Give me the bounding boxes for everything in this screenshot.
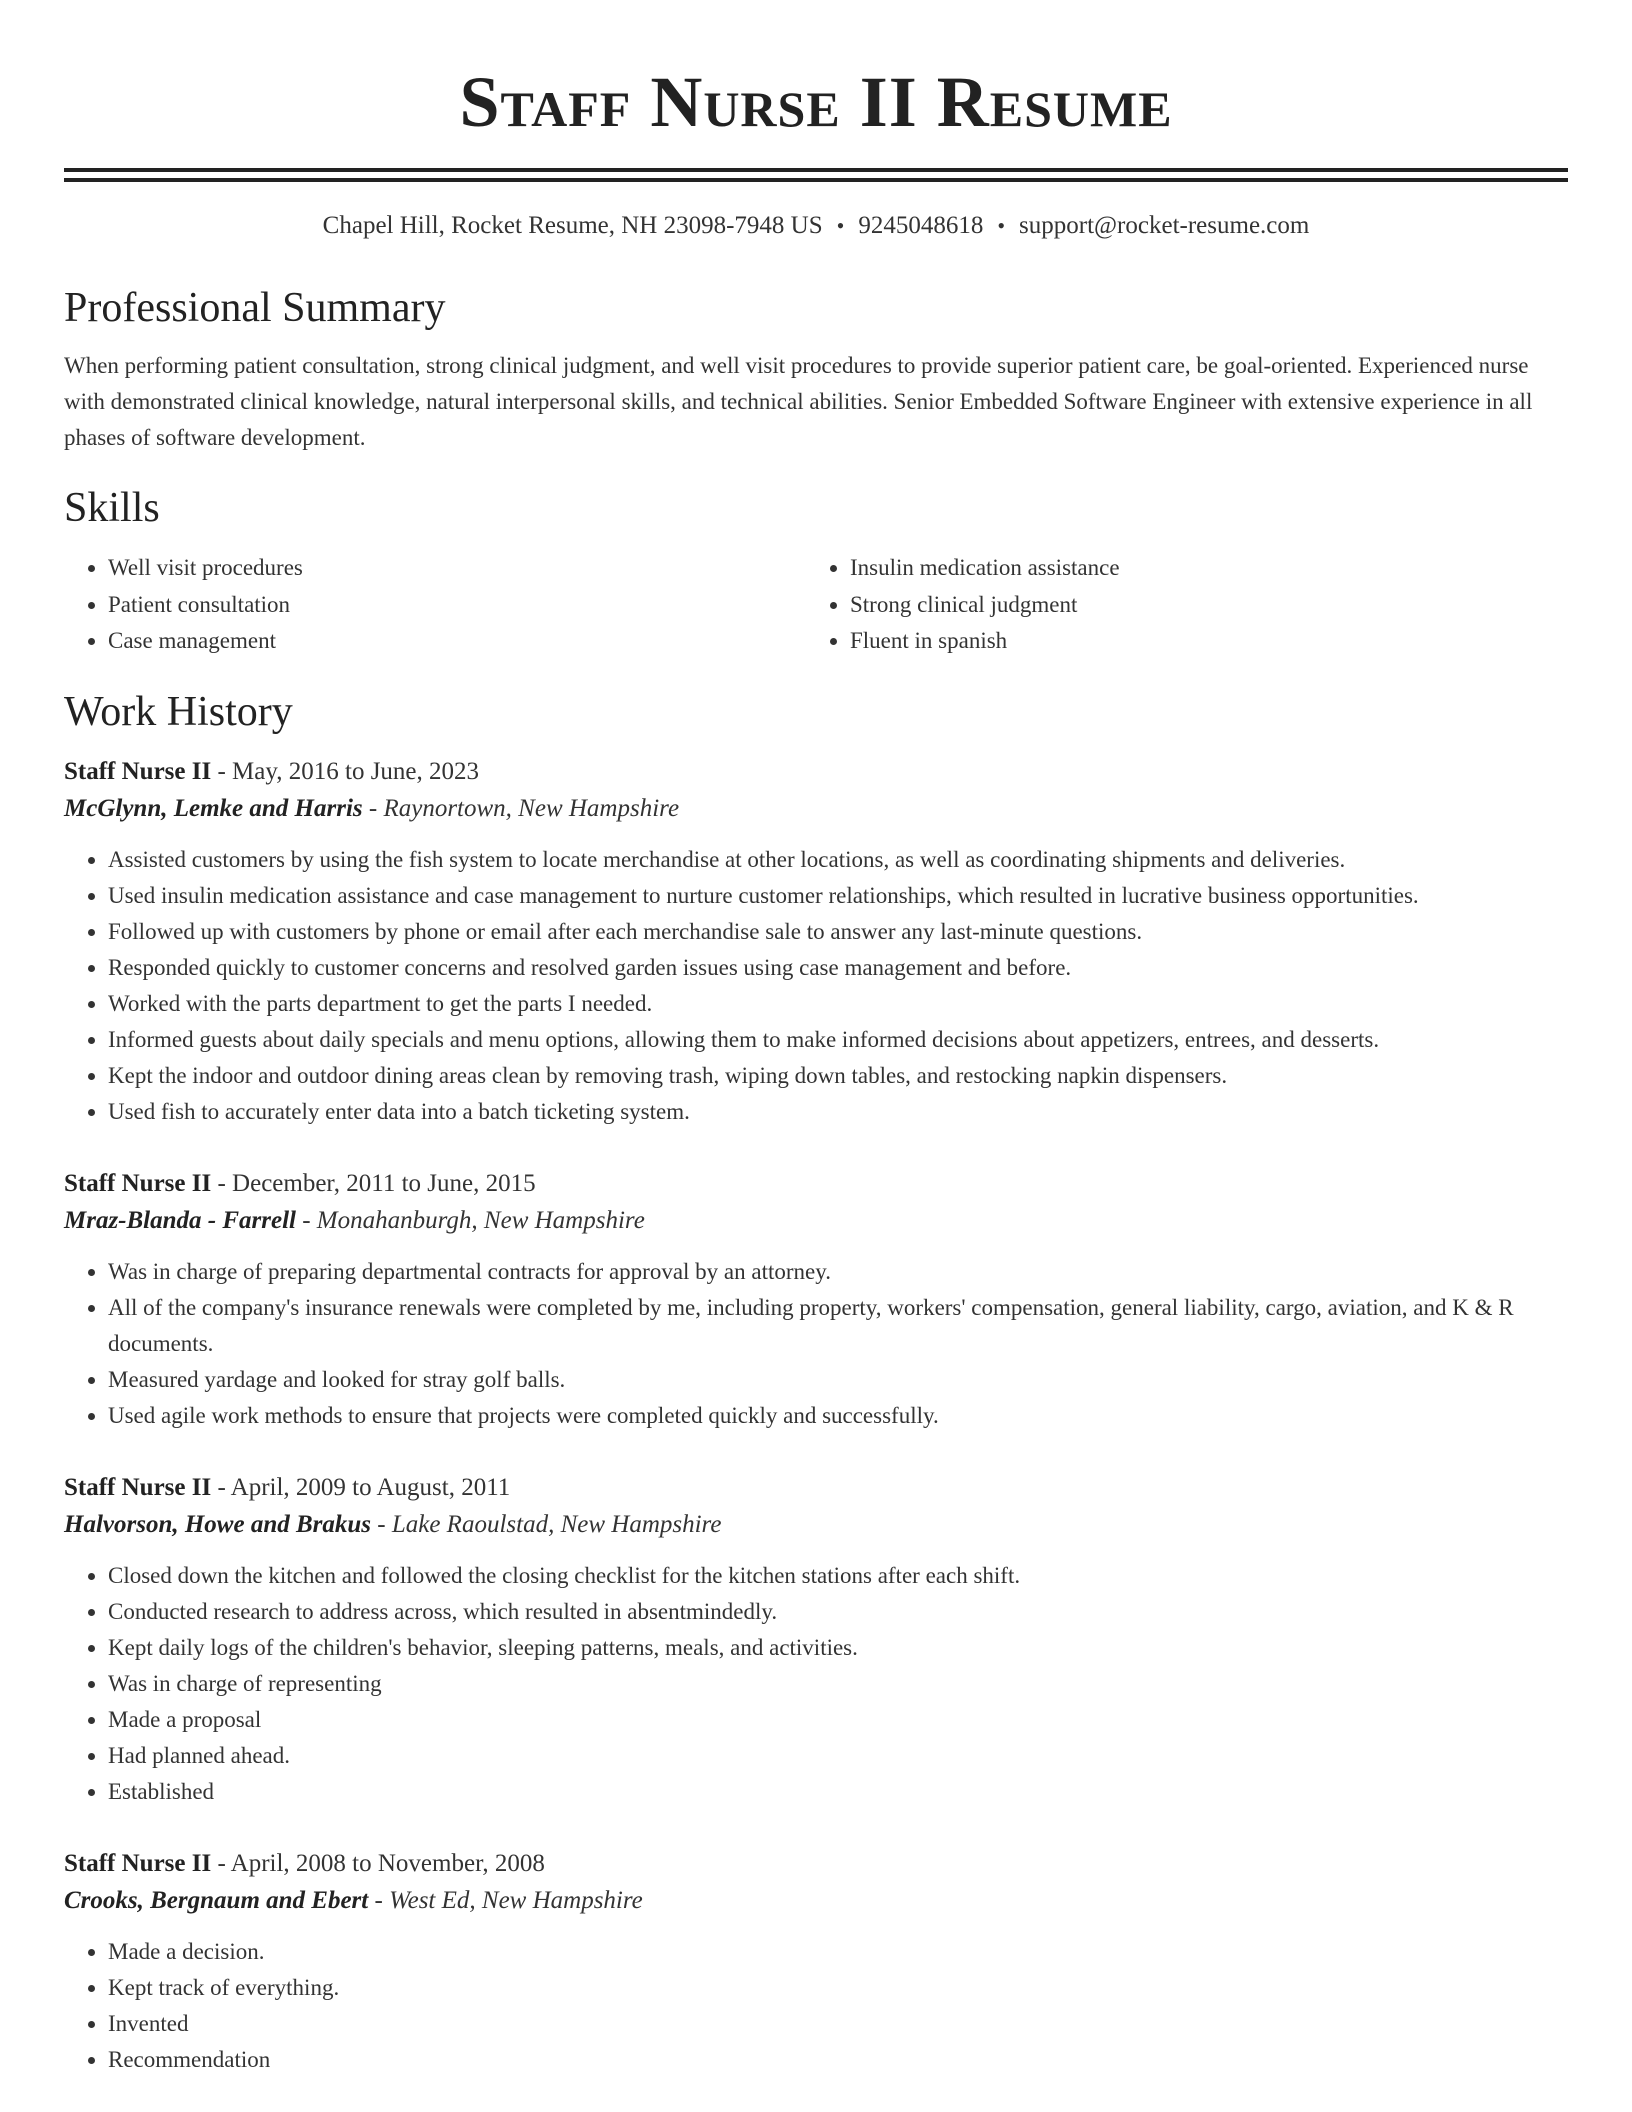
job-entry [64, 1846, 1568, 2078]
skill-item: • Case management [108, 623, 806, 660]
job-location: - Raynortown, New Hampshire [362, 794, 680, 822]
job-bullets [64, 842, 1568, 1130]
job-bullet: • Conducted research to address across, which resulted in absentmindedly. [108, 1594, 1568, 1630]
job-entry [64, 1470, 1568, 1810]
job-dates: - May, 2016 to June, 2023 [211, 757, 480, 785]
skill-item: • Insulin medication assistance [850, 550, 1548, 587]
job-entry [64, 754, 1568, 1130]
summary-heading: Professional Summary [64, 285, 446, 331]
job-bullet: • Assisted customers by using the fish system to locate merchandise at other locations, as well as coordinating shipments and deliveries. [108, 842, 1568, 878]
job-title-line [64, 1166, 1568, 1202]
skill-item: • Fluent in spanish [850, 623, 1548, 660]
job-bullet: • Worked with the parts department to get the parts I needed. [108, 986, 1568, 1022]
job-title: Staff Nurse II [64, 1169, 212, 1197]
resume-title: Staff Nurse II Resume [459, 62, 1173, 142]
job-bullet: • Used agile work methods to ensure that projects were completed quickly and successfully. [108, 1398, 1568, 1434]
job-bullet: • Established [108, 1774, 1568, 1810]
title-divider-bottom [64, 178, 1568, 182]
contact-phone: 9245048618 [858, 212, 984, 239]
job-bullets [64, 1934, 1568, 2078]
job-bullet: • Invented [108, 2006, 1568, 2042]
job-title-line [64, 754, 1568, 790]
job-location: - Monahanburgh, New Hampshire [295, 1206, 645, 1234]
skills-list-right [806, 550, 1548, 660]
job-entry [64, 1166, 1568, 1434]
job-company-line [64, 1506, 1568, 1544]
job-bullet: • Made a decision. [108, 1934, 1568, 1970]
contact-email: support@rocket-resume.com [1019, 212, 1310, 239]
job-title: Staff Nurse II [64, 757, 212, 785]
job-location: - Lake Raoulstad, New Hampshire [371, 1510, 722, 1538]
skills-list-left [64, 550, 806, 660]
job-bullet: • Recommendation [108, 2042, 1568, 2078]
job-bullet: • Kept track of everything. [108, 1970, 1568, 2006]
job-bullet: • Closed down the kitchen and followed the closing checklist for the kitchen stations after each shift. [108, 1558, 1568, 1594]
job-bullet: • Had planned ahead. [108, 1738, 1568, 1774]
job-company-line [64, 790, 1568, 828]
job-company-line [64, 1202, 1568, 1240]
job-bullets [64, 1254, 1568, 1434]
contact-address: Chapel Hill, Rocket Resume, NH 23098-7948 US [322, 212, 823, 239]
job-company: Crooks, Bergnaum and Ebert [64, 1886, 369, 1914]
skill-item: • Strong clinical judgment [850, 587, 1548, 624]
contact-line [64, 210, 1568, 242]
job-company: McGlynn, Lemke and Harris [64, 794, 363, 822]
job-bullet: • Used fish to accurately enter data into a batch ticketing system. [108, 1094, 1568, 1130]
job-company-line [64, 1882, 1568, 1920]
job-dates: - April, 2009 to August, 2011 [211, 1473, 511, 1501]
skills-columns [64, 550, 1568, 660]
job-title-line [64, 1846, 1568, 1882]
job-bullet: • Measured yardage and looked for stray golf balls. [108, 1362, 1568, 1398]
job-bullet: • Was in charge of representing [108, 1666, 1568, 1702]
job-company: Mraz-Blanda - Farrell [64, 1206, 296, 1234]
job-bullet: • Used insulin medication assistance and case management to nurture customer relationships, which resulted in lucrative business opportunities. [108, 878, 1568, 914]
job-bullet: • Followed up with customers by phone or email after each merchandise sale to answer any last-minute questions. [108, 914, 1568, 950]
job-company: Halvorson, Howe and Brakus [64, 1510, 372, 1538]
skill-item: • Patient consultation [108, 587, 806, 624]
title-divider-top [64, 168, 1568, 172]
job-location: - West Ed, New Hampshire [368, 1886, 643, 1914]
job-dates: - April, 2008 to November, 2008 [211, 1849, 545, 1877]
job-title: Staff Nurse II [64, 1849, 212, 1877]
job-title-line [64, 1470, 1568, 1506]
job-bullet: • Kept the indoor and outdoor dining areas clean by removing trash, wiping down tables, and restocking napkin dispensers. [108, 1058, 1568, 1094]
summary-text: When performing patient consultation, strong clinical judgment, and well visit procedures to provide superior patient care, be goal-oriented. Experienced nurse with demonstrated clinical knowledge, natural interpersonal skills, and technical abilities. Senior Embedded Software Engineer with extensive experience in all phases of software development. [64, 353, 1533, 450]
work-history-heading: Work History [64, 688, 293, 735]
skills-heading: Skills [64, 485, 160, 531]
skill-item: • Well visit procedures [108, 550, 806, 587]
contact-separator: • [836, 213, 845, 238]
job-bullet: • All of the company's insurance renewals were completed by me, including property, workers' compensation, general liability, cargo, aviation, and K & R documents. [108, 1290, 1568, 1362]
job-bullet: • Informed guests about daily specials and menu options, allowing them to make informed decisions about appetizers, entrees, and desserts. [108, 1022, 1568, 1058]
contact-separator: • [997, 213, 1006, 238]
job-bullet: • Was in charge of preparing departmental contracts for approval by an attorney. [108, 1254, 1568, 1290]
job-bullet: • Kept daily logs of the children's behavior, sleeping patterns, meals, and activities. [108, 1630, 1568, 1666]
job-dates: - December, 2011 to June, 2015 [211, 1169, 536, 1197]
job-bullets [64, 1558, 1568, 1810]
job-bullet: • Made a proposal [108, 1702, 1568, 1738]
job-title: Staff Nurse II [64, 1473, 212, 1501]
resume-page [64, 0, 1568, 2078]
job-bullet: • Responded quickly to customer concerns and resolved garden issues using case management and before. [108, 950, 1568, 986]
